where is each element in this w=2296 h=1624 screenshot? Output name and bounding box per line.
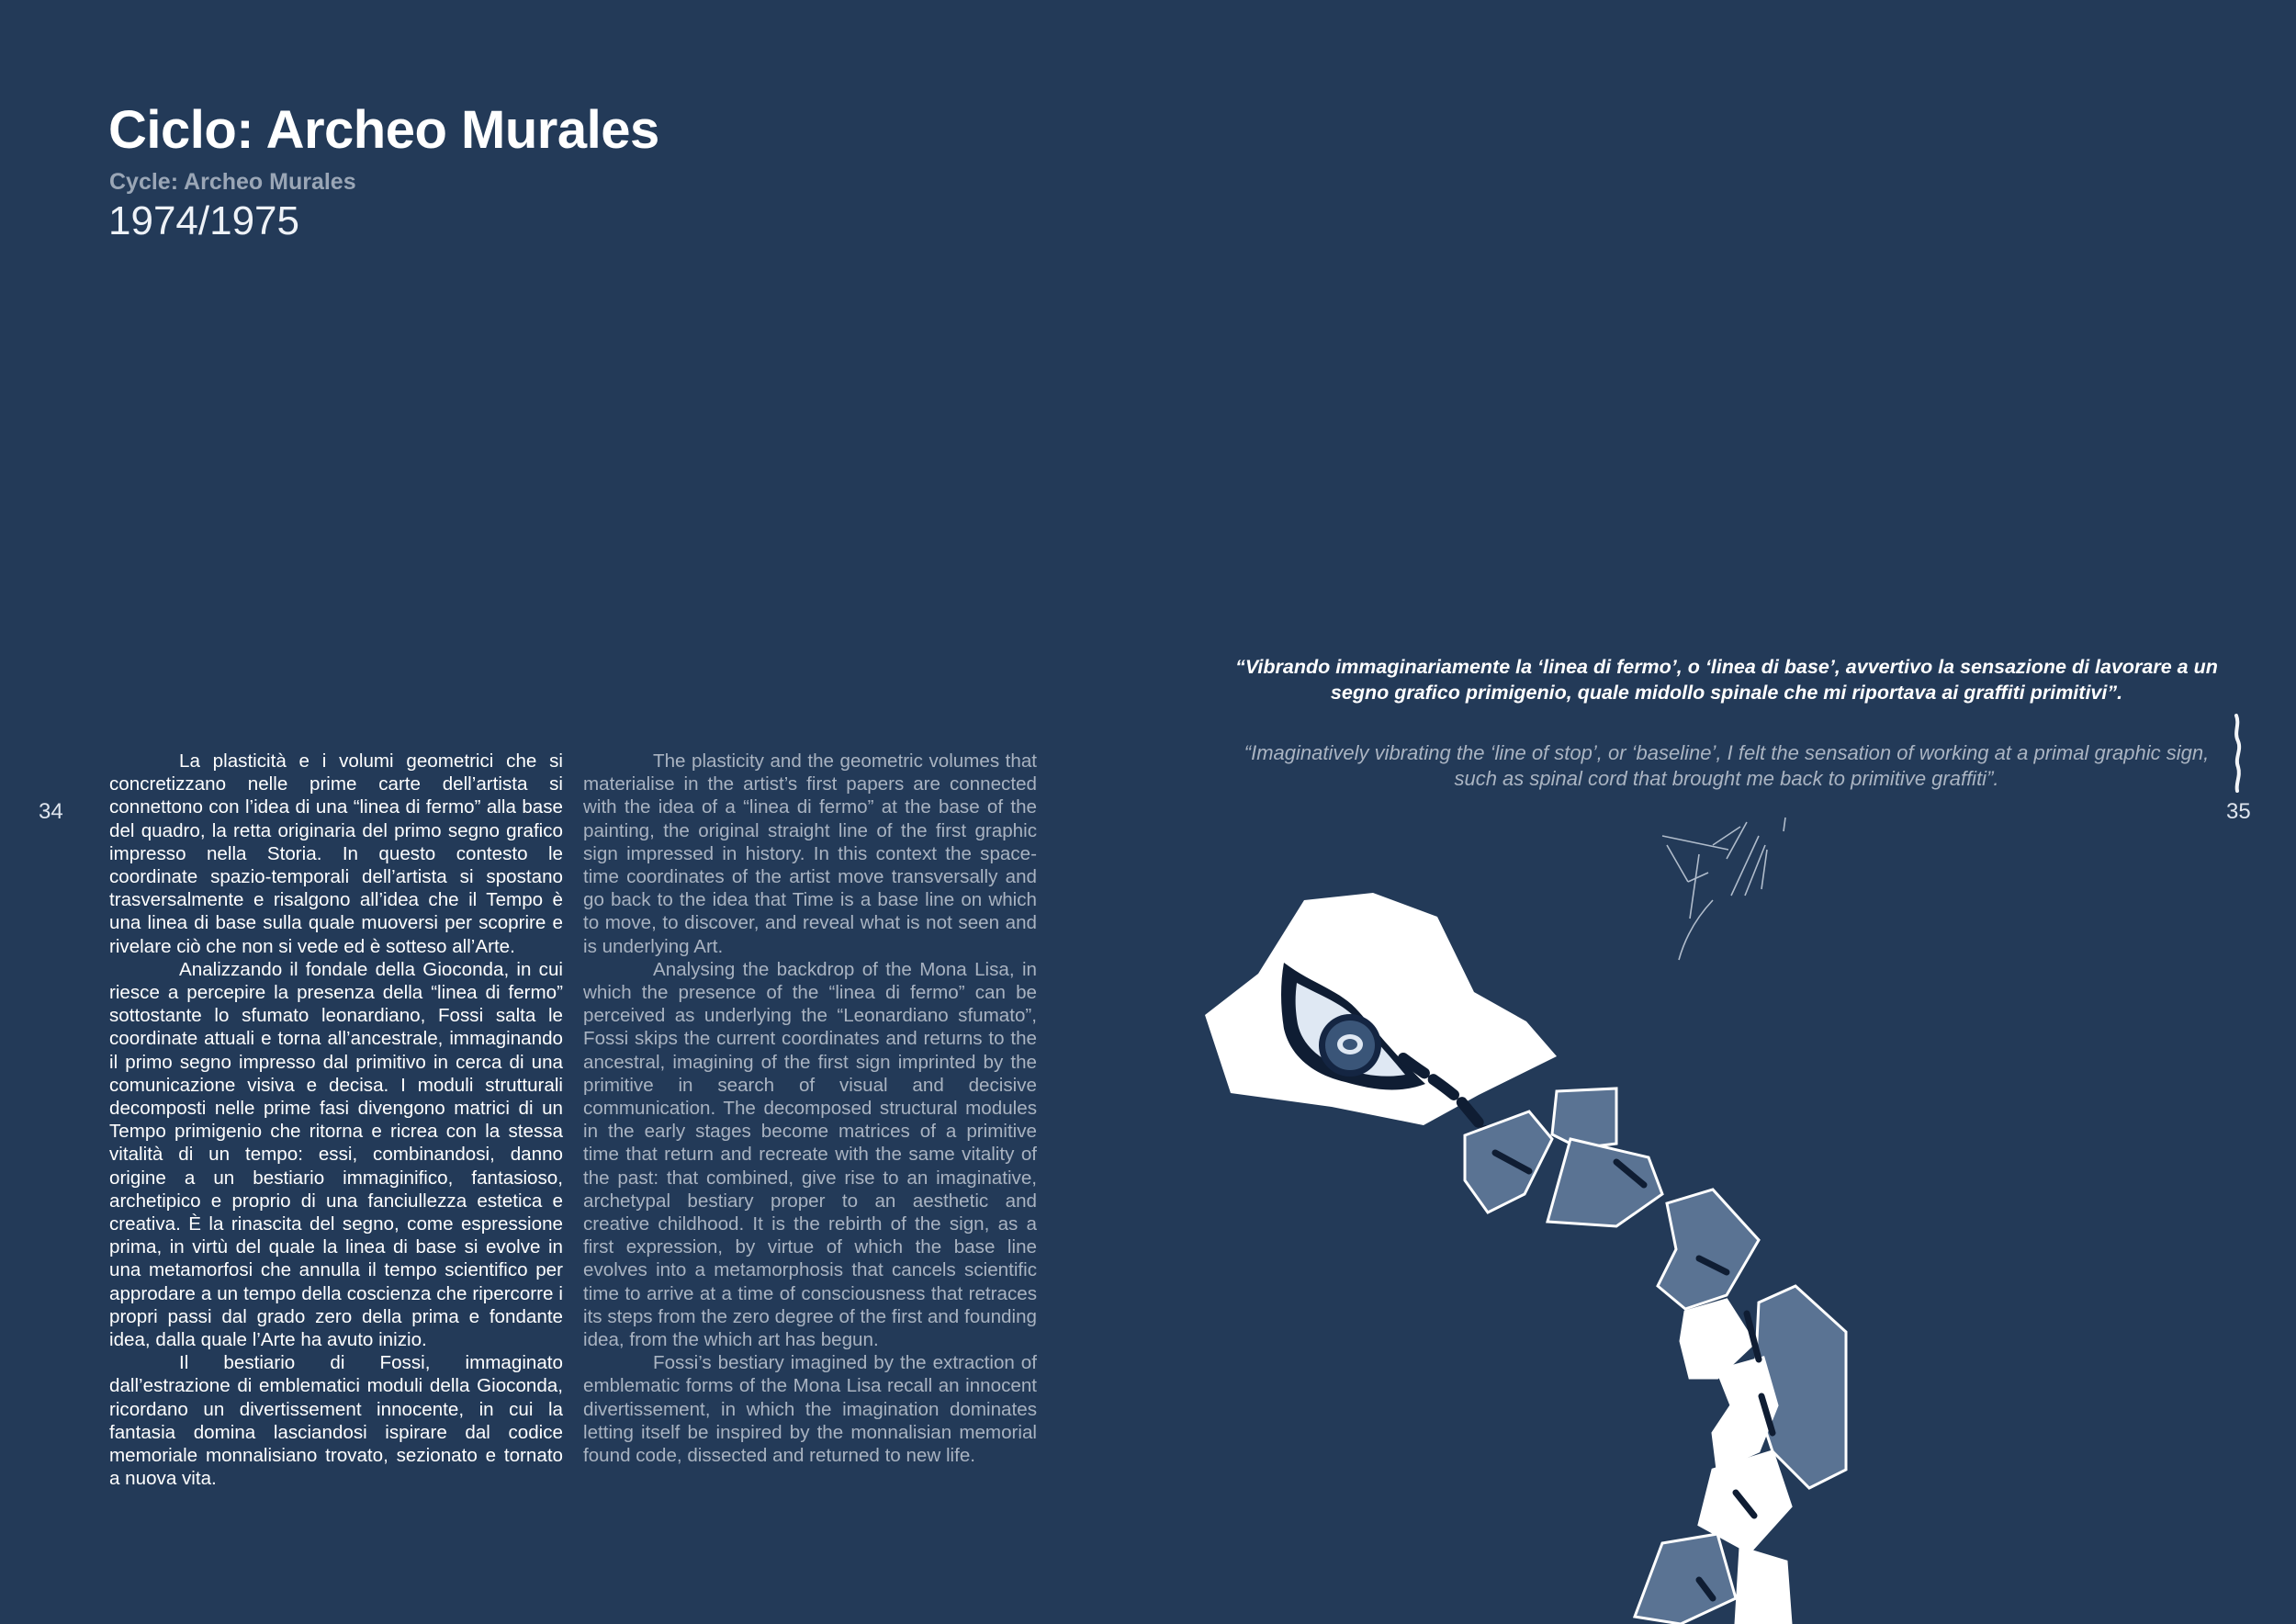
italian-paragraph-1: La plasticità e i volumi geometrici che si concretizzano nelle prime carte dell’artista si connettono con l’idea di una “linea di fermo” alla base del quadro, la retta originaria del primo segno grafico impresso nella Storia. In questo contesto le coordinate spazio-temporali dell’artista si spostano trasversalmente e risalgono all’idea che il Tempo è una linea di base sulla quale muoversi per scoprire e rivelare ciò che non si vede ed è sotteso all’Arte. [109, 750, 563, 957]
brush-stroke-mark [2227, 712, 2247, 795]
english-paragraph-2: Analysing the backdrop of the Mona Lisa, in which the presence of the “linea di fermo” can be perceived as underlying the “Leonardiano sfumato”, Fossi skips the current coordinates and returns to the ancestral, imagining of the first sign imprinted by the primitive in search of visual and decisive communication. The decomposed structural modules in the early stages become matrices of a primitive time that return and recreate with the same vitality of the past: that combined, give rise to an imaginative, archetypal bestiary proper to an aesthetic and creative childhood. It is the rebirth of the sign, as a first expression, by virtue of which the base line evolves into a metamorphosis that cancels scientific time to arrive at a time of consciousness that retraces its steps from the zero degree of the first and founding idea, from the which art has begun. [583, 958, 1037, 1351]
italian-text-column [109, 750, 563, 1491]
artist-quote-italian: “Vibrando immaginariamente la ‘linea di fermo’, o ‘linea di base’, avvertivo la sensazione di lavorare a un segno grafico primigenio, quale midollo spinale che mi riportava ai graffiti primitivi”. [1235, 656, 2218, 704]
english-paragraph-3: Fossi’s bestiary imagined by the extraction of emblematic forms of the Mona Lisa recall an innocent divertissement, in which the imagination dominates letting itself be inspired by the monnalisian memorial found code, dissected and returned to new life. [583, 1352, 1037, 1467]
italian-paragraph-2: Analizzando il fondale della Gioconda, in cui riesce a percepire la presenza della “linea di fermo” sottostante lo sfumato leonardiano, Fossi salta le coordinate attuali e torna all’ancestrale, immaginando il primo segno impresso dal primitivo in cerca di una comunicazione visiva e decisa. I moduli strutturali decomposti nelle prime fasi divengono matrici di un Tempo primigenio che ritorna e ricrea con la stessa vitalità di un tempo: essi, combinandosi, danno origine a un bestiario immaginifico, fantasioso, archetipico e proprio di una fanciullezza estetica e creativa. È la rinascita del segno, come espressione prima, in virtù del quale la linea di base si evolve in una metamorfosi che annulla il tempo scientifico per approdare a un tempo della coscienza che ripercorre i propri passi dal grado zero della prima e fondante idea, dalla quale l’Arte ha avuto inizio. [109, 958, 563, 1351]
page-title: Ciclo: Archeo Murales [108, 100, 659, 160]
page-number-left: 34 [39, 799, 63, 824]
english-paragraph-1: The plasticity and the geometric volumes that materialise in the artist’s first papers are connected with the idea of a “linea di fermo” at the base of the painting, the original straight line of the first graphic sign impressed in history. In this context the space-time coordinates of the artist move transversally and go back to the idea that Time is a base line on which to move, to discover, and reveal what is not seen and is underlying Art. [583, 750, 1037, 957]
cycle-years: 1974/1975 [108, 198, 299, 243]
sketch-lines [1662, 818, 1785, 960]
artist-quote-english: “Imaginatively vibrating the ‘line of stop’, or ‘baseline’, I felt the sensation of working at a primal graphic sign, such as spinal cord that brought me back to primitive graffiti”. [1244, 741, 2210, 790]
page-number-right: 35 [2226, 799, 2251, 824]
page-subtitle: Cycle: Archeo Murales [109, 169, 356, 195]
english-text-column [583, 750, 1037, 1467]
serpent-head [1205, 893, 1557, 1125]
artwork-serpent [1185, 808, 1883, 1624]
italian-paragraph-3: Il bestiario di Fossi, immaginato dall’estrazione di emblematici moduli della Gioconda, ricordano un divertissement innocente, in cui la fantasia domina lasciandosi ispirare dal codice memoriale monnalisiano trovato, sezionato e tornato a nuova vita. [109, 1352, 563, 1490]
